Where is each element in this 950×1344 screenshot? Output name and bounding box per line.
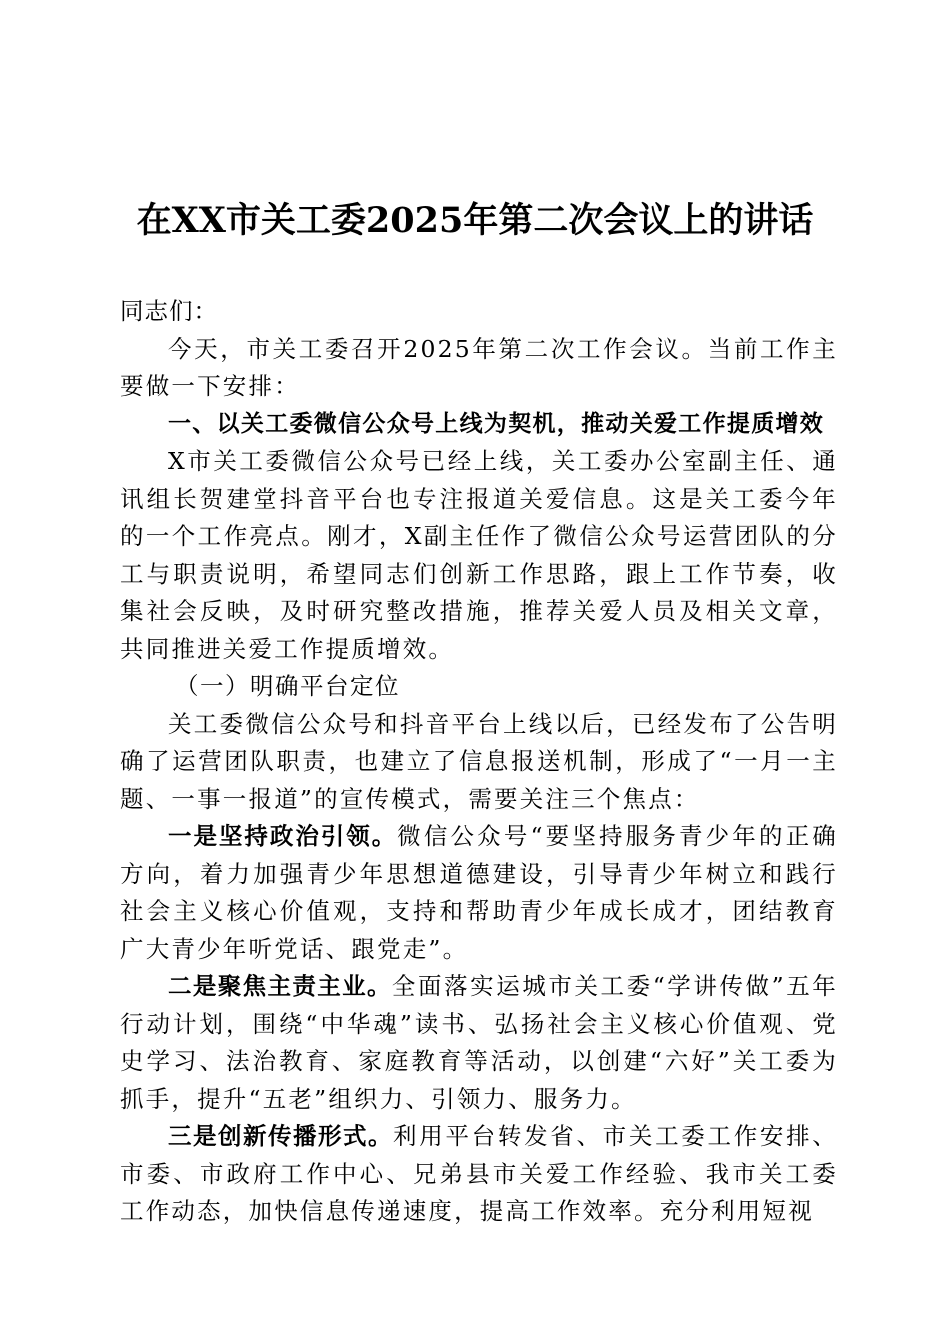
point-text: 全面落实运城市关工委“学讲传做”五年行动计划，围绕“中华魂”读书、弘扬社会主义核心价值观、党史学习、法治教育、家庭教育等活动，以创建“六好”关工委为抓手，提升“五老”组织力、引领力、服务力。 [120, 972, 838, 1113]
subsection-heading-1: （一）明确平台定位 [175, 672, 400, 700]
point-lead: 三是创新传播形式。 [168, 1122, 394, 1150]
document-title: 在XX市关工委2025年第二次会议上的讲话 [136, 200, 814, 241]
point-paragraph [120, 1118, 838, 1231]
point-paragraph [120, 818, 838, 968]
point-lead: 一是坚持政治引领。 [168, 822, 398, 850]
section-1-paragraph: X市关工委微信公众号已经上线，关工委办公室副主任、通讯组长贺建堂抖音平台也专注报道关爱信息。这是关工委今年的一个工作亮点。刚才，X副主任作了微信公众号运营团队的分工与职责说明，希望同志们创新工作思路，跟上工作节奏，收集社会反映，及时研究整改措施，推荐关爱人员及相关文章，共同推进关爱工作提质增效。 [120, 447, 838, 663]
salutation: 同志们： [120, 297, 218, 325]
section-heading-1: 一、以关工委微信公众号上线为契机，推动关爱工作提质增效 [168, 410, 825, 437]
intro-paragraph: 今天，市关工委召开2025年第二次工作会议。当前工作主要做一下安排： [120, 334, 838, 400]
subsection-1-paragraph: 关工委微信公众号和抖音平台上线以后，已经发布了公告明确了运营团队职责，也建立了信息报送机制，形成了“一月一主题、一事一报道”的宣传模式，需要关注三个焦点： [120, 709, 838, 813]
point-text: 微信公众号“要坚持服务青少年的正确方向，着力加强青少年思想道德建设，引导青少年树立和践行社会主义核心价值观，支持和帮助青少年成长成才，团结教育广大青少年听党话、跟党走”。 [120, 822, 838, 963]
point-paragraph [120, 968, 838, 1118]
document-body [120, 293, 838, 1231]
point-text: 利用平台转发省、市关工委工作安排、市委、市政府工作中心、兄弟县市关爱工作经验、我市关工委工作动态，加快信息传递速度，提高工作效率。充分利用短视 [120, 1122, 839, 1225]
point-lead: 二是聚焦主责主业。 [168, 972, 392, 1000]
